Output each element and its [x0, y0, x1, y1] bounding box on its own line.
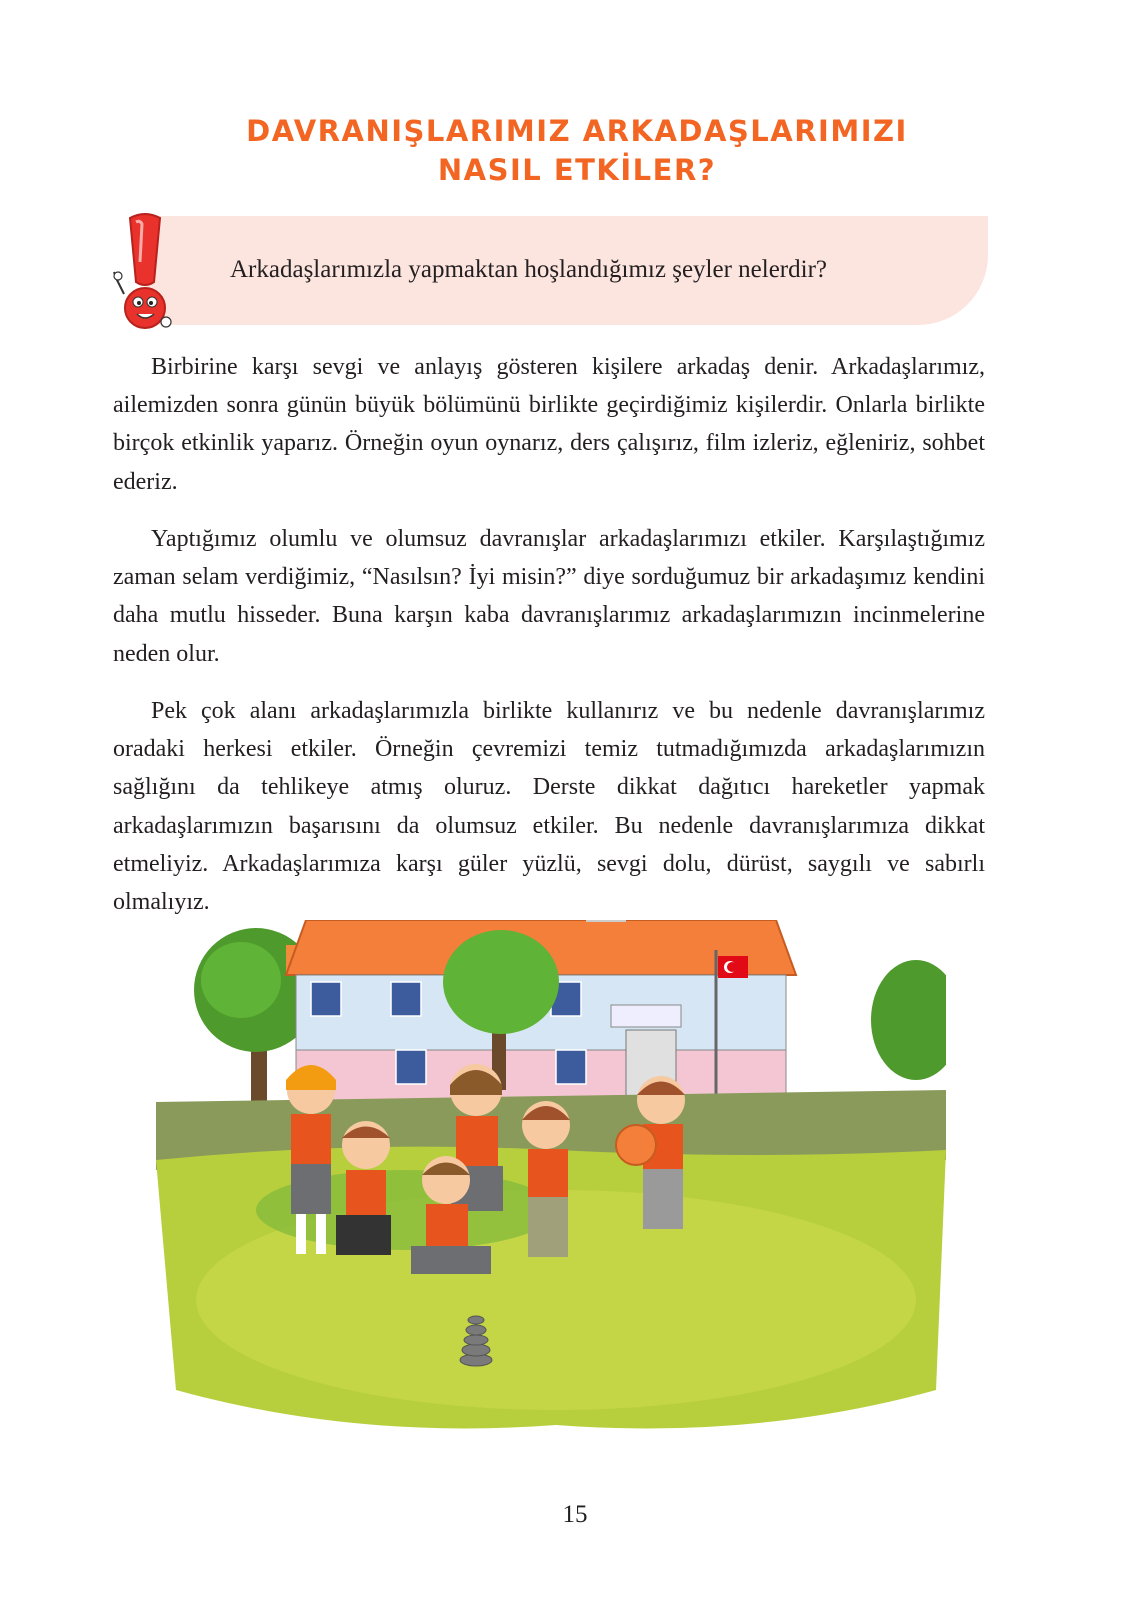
exclamation-mascot-icon — [112, 212, 178, 332]
question-text: Arkadaşlarımızla yapmaktan hoşlandığımız şeyler nelerdir? — [230, 256, 827, 283]
paragraph-1: Birbirine karşı sevgi ve anlayış gösteren kişilere arkadaş denir. Arkadaşlarımız, ailemizden sonra günün büyük bölümünü birlikte geçirdiğimiz kişilerdir. Onlarla birlikte birçok etkinlik yaparız. Örneğin oyun oynarız, ders çalışırız, film izleriz, eğleniriz, sohbet ederiz. — [113, 354, 985, 495]
paragraph-2: Yaptığımız olumlu ve olumsuz davranışlar arkadaşlarımızı etkiler. Karşılaştığımız zaman selam verdiğimiz, “Nasılsın? İyi misin?” diye sorduğumuz bir arkadaşımız kendini daha mutlu hisseder. Buna karşın kaba davranışlarımız arkadaşlarımızın incinmelerine neden olur. — [113, 526, 985, 667]
page-title-line-1: DAVRANIŞLARIMIZ ARKADAŞLARIMIZI — [246, 114, 908, 148]
school-yard-children-illustration — [156, 920, 946, 1440]
page-title-line-2: NASIL ETKİLER? — [437, 153, 717, 187]
page-number: 15 — [562, 1501, 588, 1528]
paragraph-3: Pek çok alanı arkadaşlarımızla birlikte kullanırız ve bu nedenle davranışlarımız oradaki herkesi etkiler. Örneğin çevremizi temiz tutmadığımızda arkadaşlarımızın sağlığını da tehlikeye atmış oluruz. Derste dikkat dağıtıcı hareketler yapmak arkadaşlarımızın başarısını da olumsuz etkiler. Bu nedenle davranışlarımıza dikkat etmeliyiz. Arkadaşlarımıza karşı güler yüzlü, sevgi dolu, dürüst, saygılı ve sabırlı olmalıyız. — [113, 698, 985, 916]
